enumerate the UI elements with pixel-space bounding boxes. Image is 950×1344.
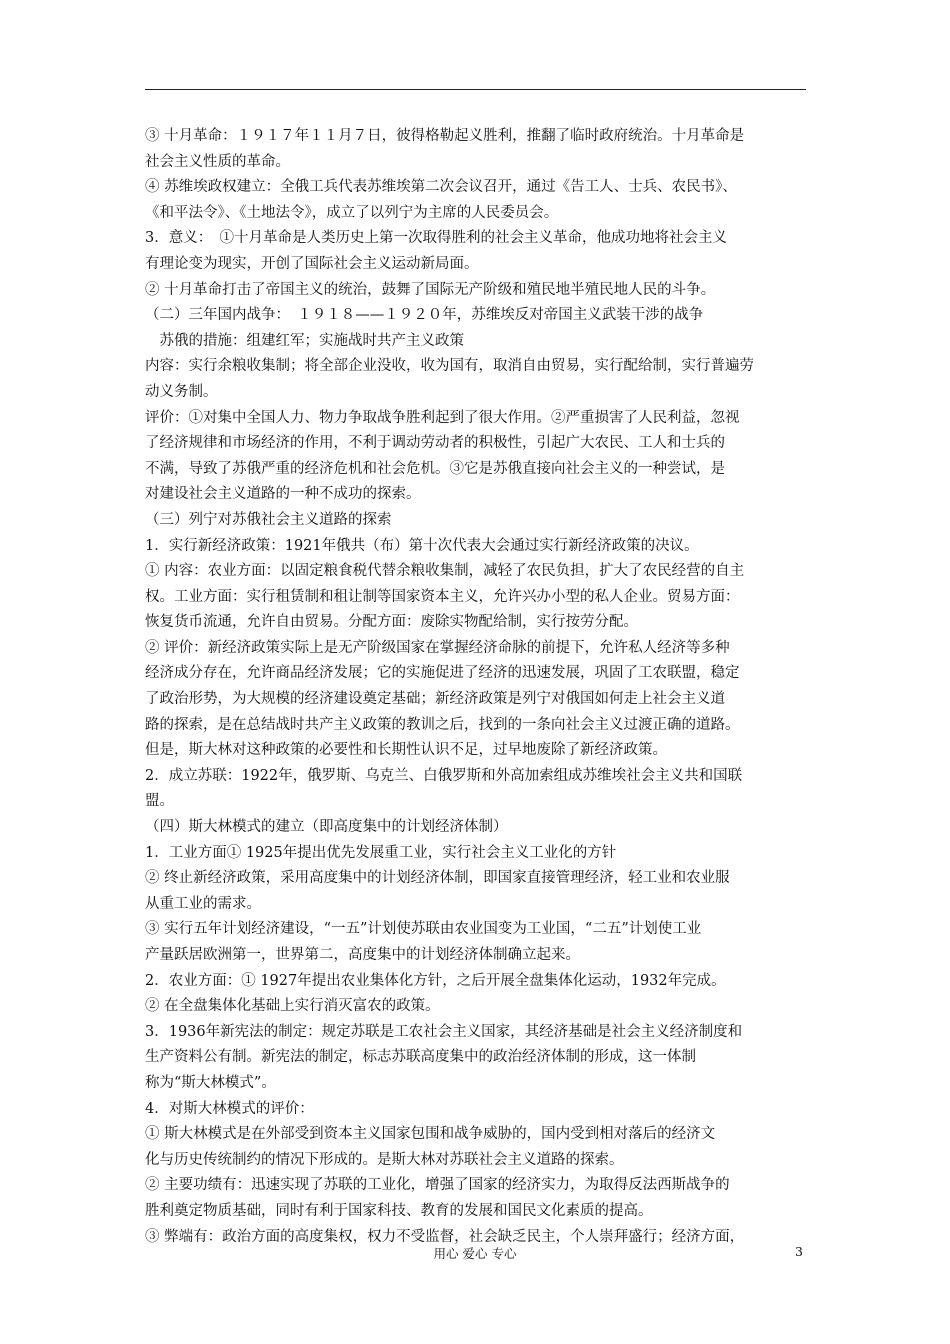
text-line: 化与历史传统制约的情况下形成的。是斯大林对苏联社会主义道路的探索。	[145, 1151, 624, 1168]
text-line: 2．成立苏联：1922年，俄罗斯、乌克兰、白俄罗斯和外高加索组成苏维埃社会主义共和国联	[145, 767, 743, 784]
text-line: 产量跃居欧洲第一，世界第二，高度集中的计划经济体制确立起来。	[145, 947, 580, 963]
text-line: 从重工业的需求。	[145, 895, 261, 912]
text-line: 胜利奠定物质基础，同时有利于国家科技、教育的发展和国民文化素质的提高。	[145, 1202, 653, 1219]
text-line: （三）列宁对苏俄社会主义道路的探索	[145, 511, 392, 528]
text-line: ③ 实行五年计划经济建设，“一五”计划使苏联由农业国变为工业国，“二五”计划使工业	[145, 921, 702, 938]
text-line: ① 内容：农业方面：以固定粮食税代替余粮收集制，减轻了农民负担，扩大了农民经营的自主	[145, 563, 745, 580]
text-line: ② 在全盘集体化基础上实行消灭富农的政策。	[145, 998, 440, 1015]
header-rule	[145, 89, 806, 90]
text-line: ④ 苏维埃政权建立：全俄工兵代表苏维埃第二次会议召开，通过《告工人、士兵、农民书》、	[145, 179, 737, 196]
text-line: 恢复货币流通，允许自由贸易。分配方面：废除实物配给制，实行按劳分配。	[145, 614, 638, 631]
text-line: 生产资料公有制。新宪法的制定，标志苏联高度集中的政治经济体制的形成，这一体制	[145, 1049, 696, 1066]
text-line: ② 十月革命打击了帝国主义的统治，鼓舞了国际无产阶级和殖民地半殖民地人民的斗争。	[145, 281, 716, 298]
text-line: ③ 十月革命：１９１７年１１月７日，彼得格勒起义胜利，推翻了临时政府统治。十月革命是	[145, 128, 745, 144]
text-line: 对建设社会主义道路的一种不成功的探索。	[145, 486, 421, 503]
text-line: ② 主要功绩有：迅速实现了苏联的工业化，增强了国家的经济实力，为取得反法西斯战争的	[145, 1177, 730, 1194]
text-line: 权。工业方面：实行租赁制和租让制等国家资本主义，允许兴办小型的私人企业。贸易方面：	[145, 588, 740, 605]
text-line: 了经济规律和市场经济的作用，不利于调动劳动者的积极性，引起广大农民、工人和士兵的	[145, 435, 725, 452]
page-number: 3	[795, 1244, 803, 1259]
text-line: 有理论变为现实，开创了国际社会主义运动新局面。	[145, 255, 479, 272]
text-line: 称为“斯大林模式”。	[145, 1074, 276, 1091]
text-line: ③ 弊端有：政治方面的高度集权，权力不受监督，社会缺乏民主，个人崇拜盛行；经济方面，	[145, 1228, 745, 1245]
text-line: ② 终止新经济政策，采用高度集中的计划经济体制，即国家直接管理经济，轻工业和农业服	[145, 870, 730, 887]
text-line: 动义务制。	[145, 383, 218, 400]
text-line: （四）斯大林模式的建立（即高度集中的计划经济体制）	[145, 819, 508, 836]
text-line: 路的探索，是在总结战时共产主义政策的教训之后，找到的一条向社会主义过渡正确的道路。	[145, 716, 740, 733]
text-line: 但是，斯大林对这种政策的必要性和长期性认识不足，过早地废除了新经济政策。	[145, 742, 667, 759]
text-line: ① 斯大林模式是在外部受到资本主义国家包围和战争威胁的，国内受到相对落后的经济文	[145, 1126, 716, 1143]
text-line: 不满，导致了苏俄严重的经济危机和社会危机。③它是苏俄直接向社会主义的一种尝试，是	[145, 460, 725, 477]
text-line: 3．意义： ①十月革命是人类历史上第一次取得胜利的社会主义革命，他成功地将社会主义	[145, 230, 727, 247]
text-line: ② 评价：新经济政策实际上是无产阶级国家在掌握经济命脉的前提下，允许私人经济等多种	[145, 639, 730, 656]
text-line: 3．1936年新宪法的制定：规定苏联是工农社会主义国家，其经济基础是社会主义经济制度和	[145, 1023, 743, 1040]
text-line: 经济成分存在，允许商品经济发展；它的实施促进了经济的迅速发展，巩固了工农联盟，稳定	[145, 665, 740, 682]
text-line: 了政治形势，为大规模的经济建设奠定基础；新经济政策是列宁对俄国如何走上社会主义道	[145, 691, 725, 708]
text-line: 评价：①对集中全国人力、物力争取战争胜利起到了很大作用。②严重损害了人民利益，忽视	[145, 409, 740, 426]
text-line: （二）三年国内战争： １９１８——１９２０年，苏维埃反对帝国主义武装干涉的战争	[145, 307, 704, 324]
text-line: 2．农业方面：① 1927年提出农业集体化方针，之后开展全盘集体化运动，1932年完成。	[145, 972, 726, 989]
text-line: 盟。	[145, 793, 174, 810]
text-line: 苏俄的措施：组建红军；实施战时共产主义政策	[145, 332, 464, 349]
document-body	[145, 124, 813, 1250]
text-line: 社会主义性质的革命。	[145, 153, 290, 170]
text-line: 4．对斯大林模式的评价：	[145, 1100, 314, 1117]
text-line: 1．工业方面① 1925年提出优先发展重工业，实行社会主义工业化的方针	[145, 844, 617, 861]
text-line: 1．实行新经济政策：1921年俄共（布）第十次代表大会通过实行新经济政策的决议。	[145, 537, 699, 554]
text-line: 《和平法令》、《土地法令》，成立了以列宁为主席的人民委员会。	[145, 204, 559, 221]
footer-text: 用心 爱心 专心	[433, 1246, 517, 1261]
text-line: 内容：实行余粮收集制；将全部企业没收，收为国有，取消自由贸易，实行配给制，实行普遍劳	[145, 358, 754, 375]
